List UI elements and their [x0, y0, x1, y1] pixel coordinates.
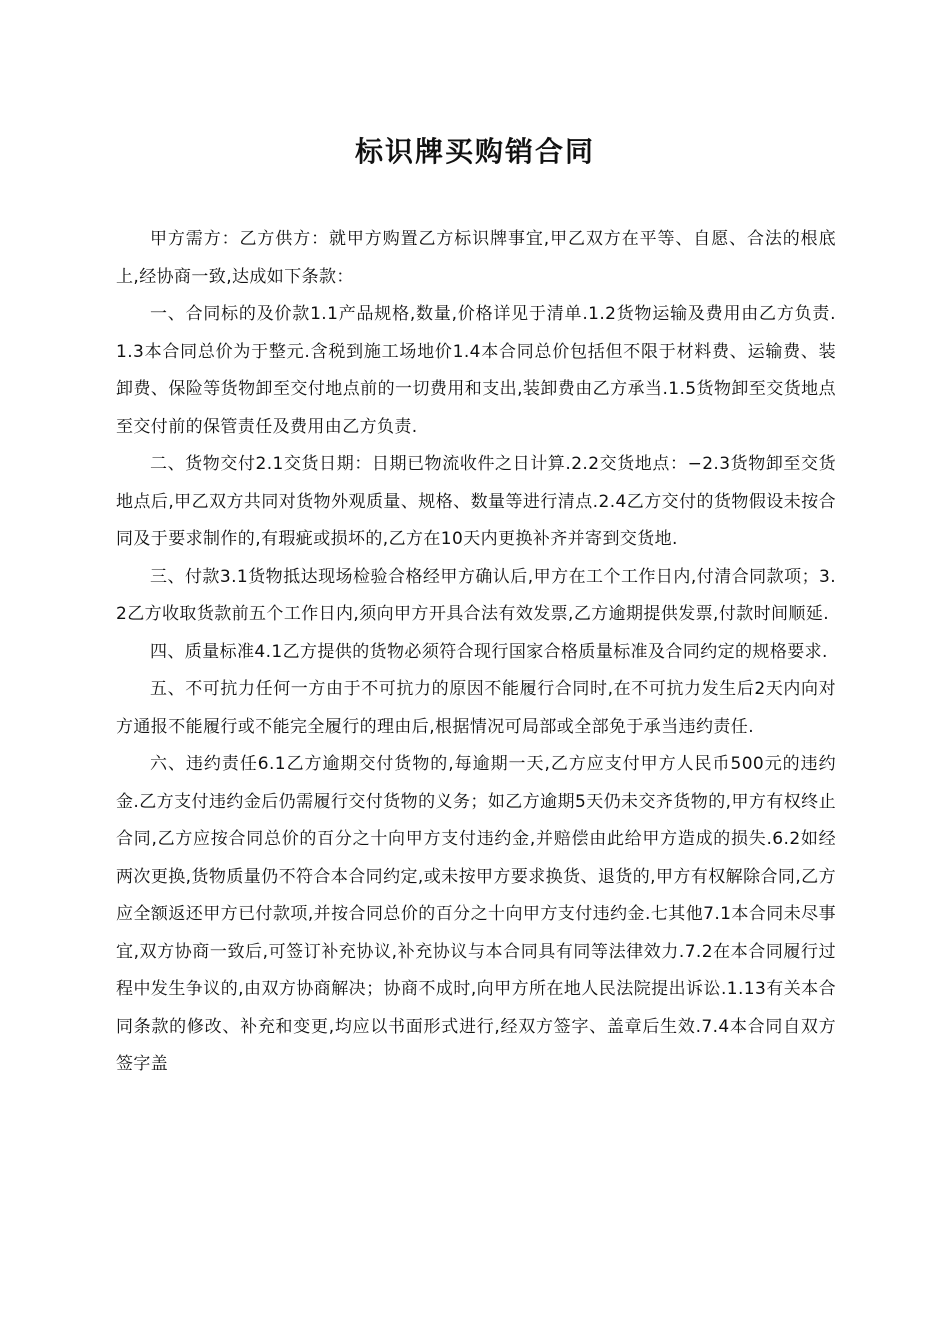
- paragraph-section-1: 一、合同标的及价款1.1产品规格,数量,价格详见于清单.1.2货物运输及费用由乙方负责.1.3本合同总价为于整元.含税到施工场地价1.4本合同总价包括但不限于材料费、运输费、装卸费、保险等货物卸至交付地点前的一切费用和支出,装卸费由乙方承当.1.5货物卸至交货地点至交付前的保管责任及费用由乙方负责.: [116, 304, 836, 437]
- document-title: 标识牌买购销合同: [354, 135, 595, 168]
- document-body: [116, 221, 836, 1084]
- paragraph-section-2: 二、货物交付2.1交货日期：日期已物流收件之日计算.2.2交货地点：−2.3货物卸至交货地点后,甲乙双方共同对货物外观质量、规格、数量等进行清点.2.4乙方交付的货物假设未按合同及于要求制作的,有瑕疵或损坏的,乙方在10天内更换补齐并寄到交货地.: [116, 454, 836, 549]
- paragraph-section-4: 四、质量标准4.1乙方提供的货物必须符合现行国家合格质量标准及合同约定的规格要求.: [150, 641, 828, 662]
- paragraph-section-5: 五、不可抗力任何一方由于不可抗力的原因不能履行合同时,在不可抗力发生后2天内向对方通报不能履行或不能完全履行的理由后,根据情况可局部或全部免于承当违约责任.: [116, 679, 836, 737]
- paragraph-section-6: 六、违约责任6.1乙方逾期交付货物的,每逾期一天,乙方应支付甲方人民币500元的违约金.乙方支付违约金后仍需履行交付货物的义务；如乙方逾期5天仍未交齐货物的,甲方有权终止合同,乙方应按合同总价的百分之十向甲方支付违约金,并赔偿由此给甲方造成的损失.6.2如经两次更换,货物质量仍不符合本合同约定,或未按甲方要求换货、退货的,甲方有权解除合同,乙方应全额返还甲方已付款项,并按合同总价的百分之十向甲方支付违约金.七其他7.1本合同未尽事宜,双方协商一致后,可签订补充协议,补充协议与本合同具有同等法律效力.7.2在本合同履行过程中发生争议的,由双方协商解决；协商不成时,向甲方所在地人民法院提出诉讼.1.13有关本合同条款的修改、补充和变更,均应以书面形式进行,经双方签字、盖章后生效.7.4本合同自双方签字盖: [116, 754, 836, 1074]
- paragraph-preamble: 甲方需方：乙方供方：就甲方购置乙方标识牌事宜,甲乙双方在平等、自愿、合法的根底上,经协商一致,达成如下条款：: [116, 229, 836, 287]
- paragraph-section-3: 三、付款3.1货物抵达现场检验合格经甲方确认后,甲方在工个工作日内,付清合同款项；3.2乙方收取货款前五个工作日内,须向甲方开具合法有效发票,乙方逾期提供发票,付款时间顺延.: [116, 566, 836, 624]
